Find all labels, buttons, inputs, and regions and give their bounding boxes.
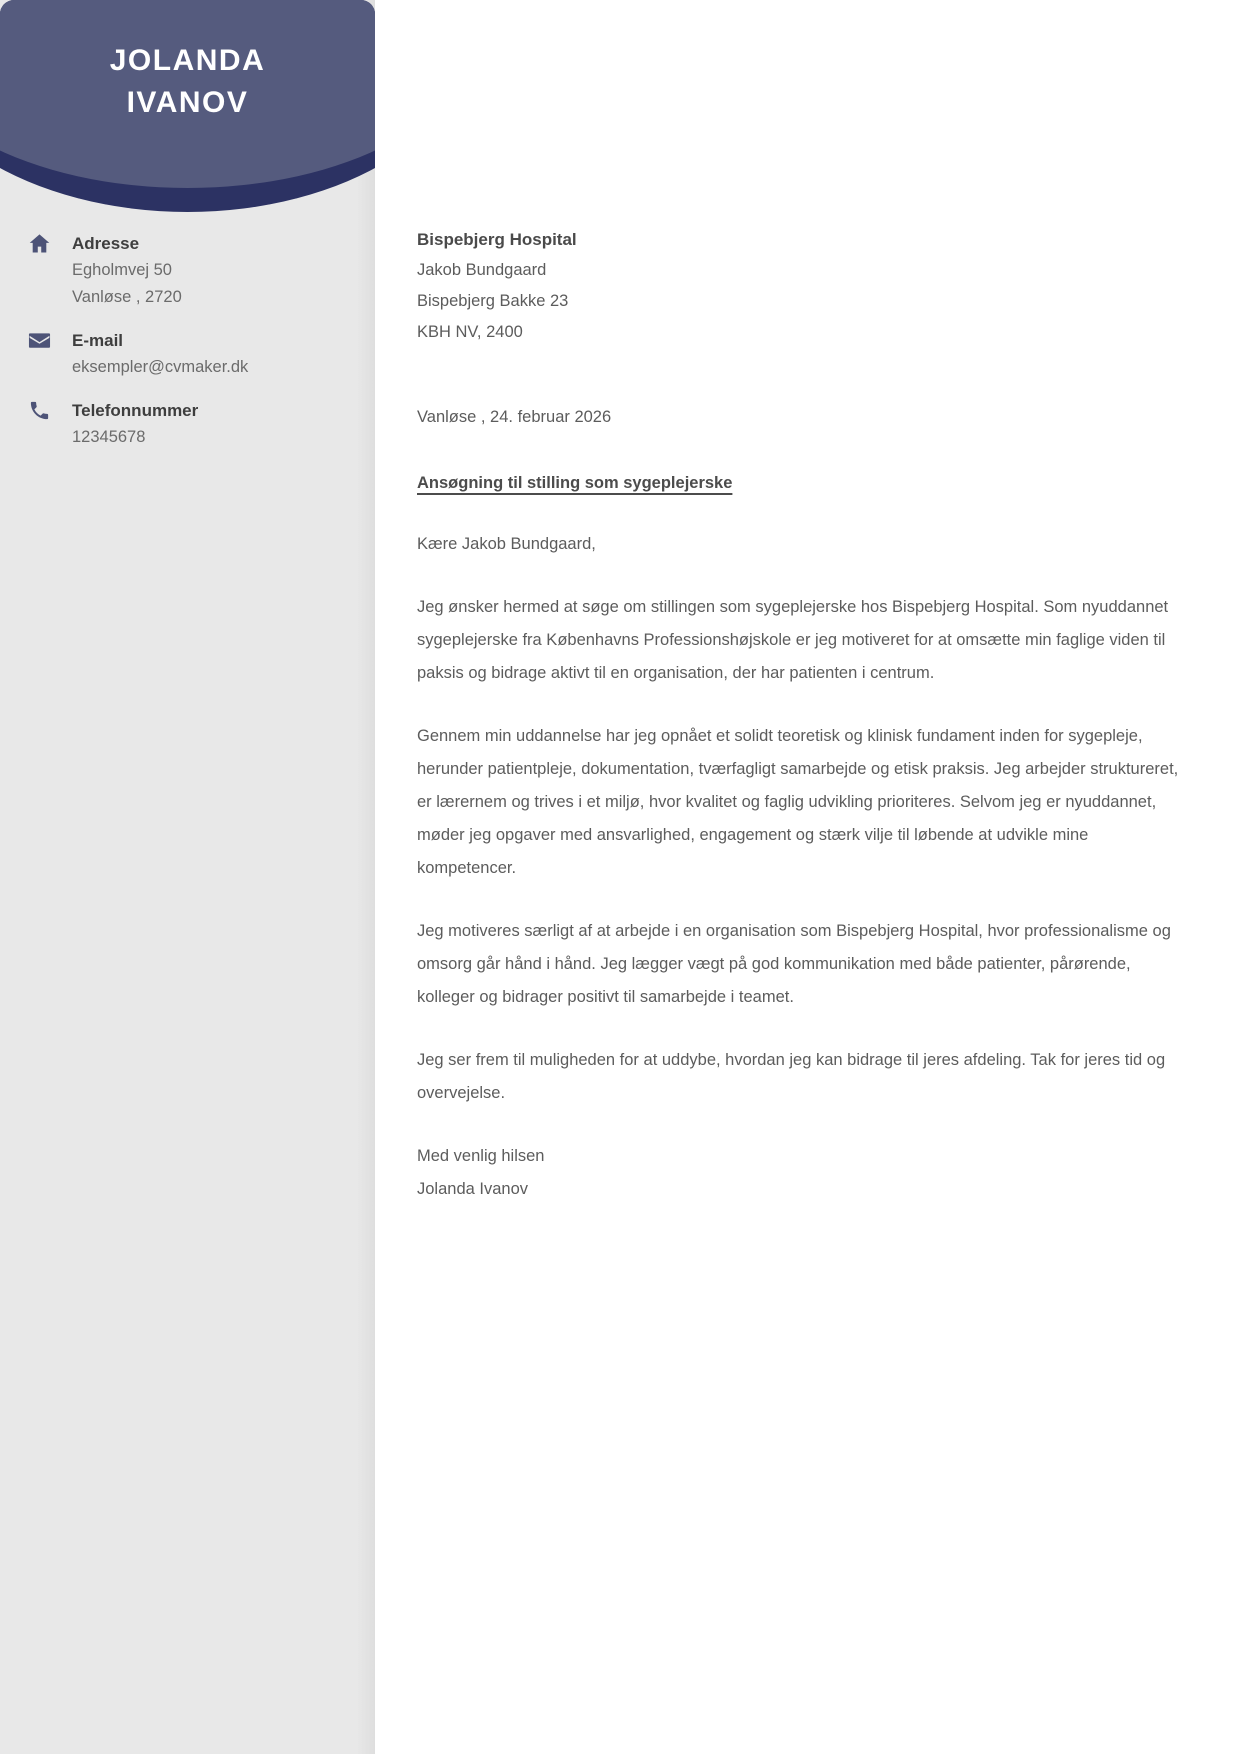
contact-email — [28, 327, 361, 381]
recipient-line: Bispebjerg Bakke 23 — [417, 292, 569, 310]
contact-value: 12345678 — [72, 428, 146, 446]
letter-body — [417, 0, 1186, 1206]
contact-label: Adresse — [72, 234, 140, 253]
paragraph: Gennem min uddannelse har jeg opnået et solidt teoretisk og klinisk fundament inden for sygepleje, herunder patientpleje, dokumentation, tværfagligt samarbejde og etisk praksis. Jeg arbejder struktureret, er lærernem og trives i et miljø, hvor kvalitet og faglig udvikling prioriteres. Selvom jeg er nyuddannet, møder jeg opgaver med ansvarlighed, engagement og stærk vilje til løbende at udvikle mine kompetencer. — [417, 727, 1179, 877]
contact-value: eksempler@cvmaker.dk — [72, 358, 249, 376]
recipient-line: Jakob Bundgaard — [417, 261, 547, 279]
closing-block — [417, 1140, 1186, 1206]
subject-line: Ansøgning til stilling som sygeplejerske — [417, 474, 733, 492]
contact-phone — [28, 397, 361, 451]
mail-icon — [28, 327, 72, 381]
candidate-first-name: JOLANDA — [109, 44, 266, 77]
home-icon — [28, 230, 72, 311]
date-line: Vanløse , 24. februar 2026 — [417, 408, 612, 426]
contact-phone-body — [72, 397, 361, 451]
name-header — [0, 0, 375, 214]
salutation: Kære Jakob Bundgaard, — [417, 535, 596, 553]
paragraph: Jeg ser frem til muligheden for at uddybe, hvordan jeg kan bidrage til jeres afdeling. Tak for jeres tid og overvejelse. — [417, 1051, 1166, 1102]
paragraph: Jeg ønsker hermed at søge om stillingen som sygeplejerske hos Bispebjerg Hospital. Som nyuddannet sygeplejerske fra Københavns Professionshøjskole er jeg motiveret for at omsætte min faglige viden til paksis og bidrage aktivt til en organisation, der har patienten i centrum. — [417, 598, 1169, 682]
contact-label: Telefonnummer — [72, 401, 199, 420]
contact-address — [28, 230, 361, 311]
contact-label: E-mail — [72, 331, 124, 350]
sidebar — [0, 0, 375, 1754]
paragraph: Jeg motiveres særligt af at arbejde i en organisation som Bispebjerg Hospital, hvor professionalisme og omsorg går hånd i hånd. Jeg lægger vægt på god kommunikation med både patienter, pårørende, kolleger og bidrager positivt til samarbejde i teamet. — [417, 922, 1171, 1006]
contact-list — [28, 230, 361, 467]
recipient-company: Bispebjerg Hospital — [417, 230, 577, 249]
candidate-last-name: IVANOV — [126, 86, 249, 119]
candidate-name — [0, 40, 375, 124]
recipient-line: KBH NV, 2400 — [417, 323, 523, 341]
contact-value: Vanløse , 2720 — [72, 288, 182, 306]
contact-address-body — [72, 230, 361, 311]
contact-email-body — [72, 327, 361, 381]
signature-name: Jolanda Ivanov — [417, 1180, 528, 1198]
contact-value: Egholmvej 50 — [72, 261, 172, 279]
phone-icon — [28, 397, 72, 451]
closing-phrase: Med venlig hilsen — [417, 1147, 545, 1165]
recipient-block — [417, 224, 1186, 348]
